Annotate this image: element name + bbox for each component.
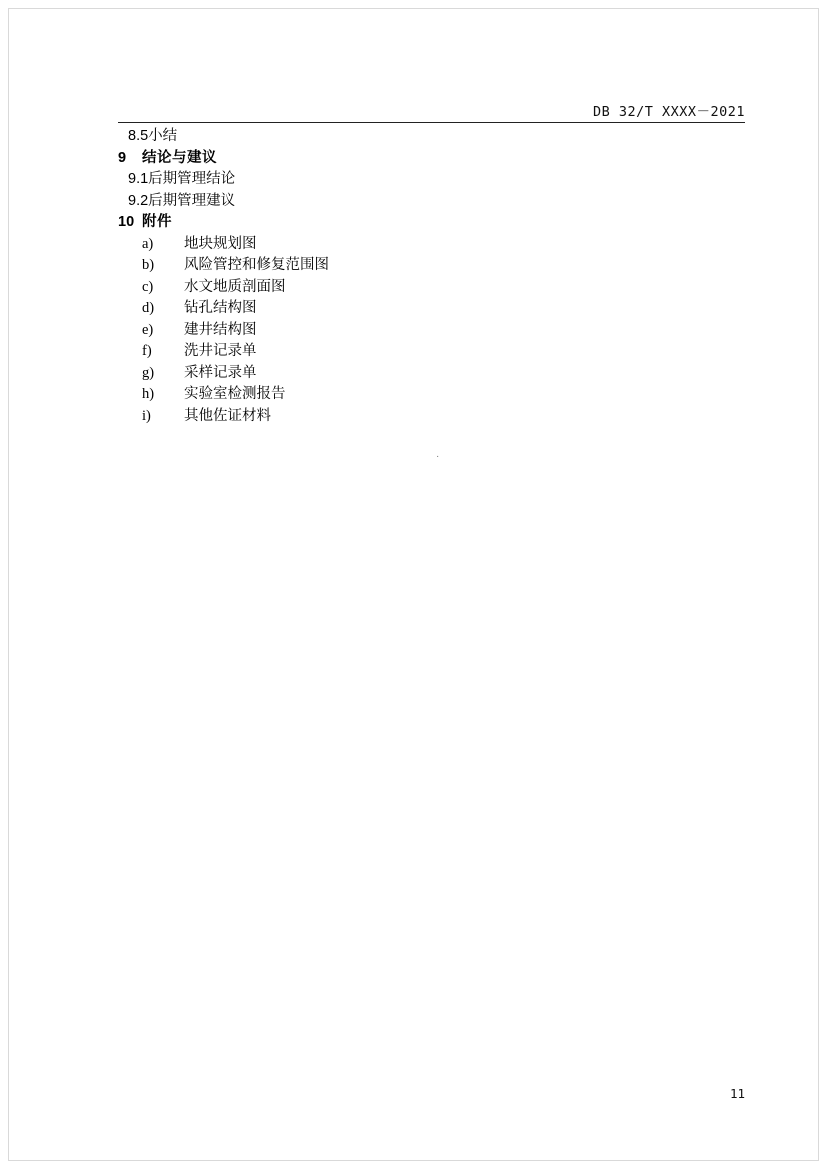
page-border-left	[8, 8, 9, 1161]
list-item	[118, 406, 745, 428]
toc-heading-10	[118, 212, 745, 234]
list-item-marker: c)	[142, 278, 154, 295]
page-number: 11	[729, 1086, 745, 1101]
header-divider	[118, 122, 745, 123]
list-item	[118, 320, 745, 342]
list-item-label: 风险管控和修复范围图	[184, 257, 329, 273]
document-body	[118, 126, 745, 427]
list-item	[118, 341, 745, 363]
page-border-right	[818, 8, 819, 1161]
appendix-list	[118, 234, 745, 428]
list-item-label: 水文地质剖面图	[184, 278, 286, 295]
page-border-bottom	[8, 1160, 819, 1161]
list-item-marker: g)	[142, 364, 155, 381]
list-item-label: 钻孔结构图	[184, 300, 257, 316]
toc-heading-9-number: 9	[118, 149, 127, 166]
list-item-marker: a)	[142, 235, 154, 252]
list-item-label: 采样记录单	[184, 364, 257, 381]
list-item-marker: i)	[142, 407, 151, 424]
list-item	[118, 234, 745, 256]
list-item-marker: f)	[142, 343, 152, 359]
toc-heading-10-label: 附件	[142, 214, 173, 230]
list-item-label: 洗井记录单	[184, 343, 257, 359]
list-item	[118, 255, 745, 277]
list-item-marker: h)	[142, 386, 155, 402]
toc-heading-9-label: 结论与建议	[142, 149, 218, 166]
list-item-marker: d)	[142, 300, 155, 316]
page-header: DB 32/T XXXX－2021	[592, 104, 745, 120]
page-center-mark: ·	[436, 451, 440, 462]
list-item	[118, 277, 745, 299]
list-item	[118, 363, 745, 385]
list-item-label: 实验室检测报告	[184, 386, 286, 402]
toc-heading-10-number: 10	[118, 214, 135, 230]
list-item-marker: e)	[142, 321, 154, 338]
toc-entry-8-5: 8.5小结	[128, 128, 178, 144]
list-item-label: 其他佐证材料	[184, 407, 271, 424]
list-item	[118, 298, 745, 320]
list-item	[118, 384, 745, 406]
list-item-label: 地块规划图	[184, 235, 257, 252]
toc-entry-9-1: 9.1后期管理结论	[128, 171, 236, 187]
list-item-marker: b)	[142, 257, 155, 273]
toc-heading-9	[118, 148, 745, 170]
toc-entry-9-2: 9.2后期管理建议	[128, 192, 236, 209]
page-border-top	[8, 8, 819, 9]
list-item-label: 建井结构图	[184, 321, 257, 338]
